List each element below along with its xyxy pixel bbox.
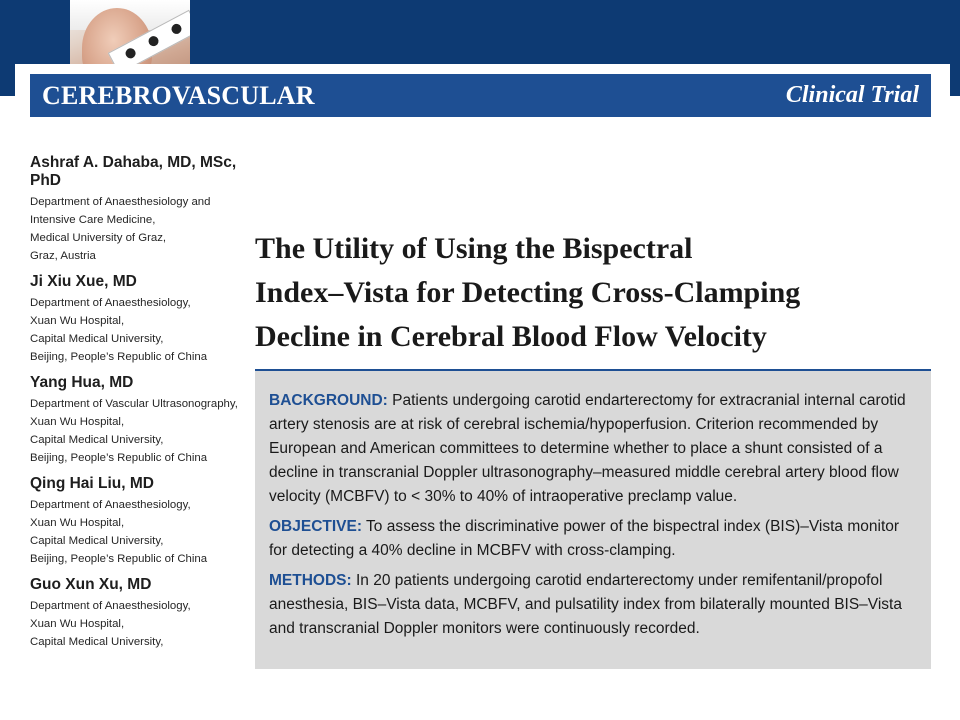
author-name: Qing Hai Liu, MD [30, 475, 154, 492]
sensor-electrode [147, 34, 161, 48]
sensor-electrode [170, 22, 184, 36]
section-banner [30, 74, 931, 117]
affiliation-line: Beijing, People’s Republic of China [30, 351, 208, 363]
author-entry [30, 475, 258, 568]
affiliation-line: Capital Medical University, [30, 333, 164, 345]
affiliation-line: Capital Medical University, [30, 535, 164, 547]
article-title [255, 227, 925, 359]
affiliation-line: Intensive Care Medicine, [30, 214, 156, 226]
author-name: Ashraf A. Dahaba, MD, MSc, PhD [30, 154, 237, 189]
section-title: CEREBROVASCULAR [42, 81, 315, 110]
affiliation-line: Xuan Wu Hospital, [30, 315, 125, 327]
author-entry [30, 154, 258, 265]
affiliation-line: Department of Vascular Ultrasonography, [30, 398, 238, 410]
methods-text: In 20 patients undergoing carotid endarterectomy under remifentanil/propofol anesthesia, BIS–Vista data, MCBFV, and pulsatility index from bilaterally mounted BIS–Vista and transcranial Doppler monitors were continuously recorded. [269, 572, 902, 637]
sensor-electrode [124, 47, 138, 61]
affiliation-line: Department of Anaesthesiology, [30, 600, 191, 612]
article-page [15, 64, 950, 720]
affiliation-line: Medical University of Graz, [30, 232, 167, 244]
objective-label: OBJECTIVE: [269, 518, 363, 535]
title-line: Index–Vista for Detecting Cross-Clamping [255, 276, 801, 309]
affiliation-line: Capital Medical University, [30, 636, 164, 648]
author-entry [30, 374, 258, 467]
affiliation-line: Department of Anaesthesiology, [30, 499, 191, 511]
author-entry [30, 576, 258, 651]
affiliation-line: Xuan Wu Hospital, [30, 517, 125, 529]
author-name: Yang Hua, MD [30, 374, 134, 391]
title-line: The Utility of Using the Bispectral [255, 232, 693, 265]
title-line: Decline in Cerebral Blood Flow Velocity [255, 320, 767, 353]
methods-label: METHODS: [269, 572, 352, 589]
affiliation-line: Beijing, People’s Republic of China [30, 553, 208, 565]
abstract-box [255, 369, 931, 669]
abstract-objective [269, 515, 919, 563]
affiliation-line: Department of Anaesthesiology and [30, 196, 211, 208]
background-text: Patients undergoing carotid endarterectomy for extracranial internal carotid artery stenosis are at risk of cerebral ischemia/hypoperfusion. Criterion recommended by European and American committees to determine whether to place a shunt consisted of a decline in transcranial Doppler ultrasonography–measured middle cerebral artery blood flow velocity (MCBFV) to < 30% to 40% of intraoperative preclamp value. [269, 392, 906, 505]
affiliation-line: Graz, Austria [30, 250, 96, 262]
affiliation-line: Department of Anaesthesiology, [30, 297, 191, 309]
abstract-background [269, 389, 919, 509]
affiliation-line: Capital Medical University, [30, 434, 164, 446]
background-label: BACKGROUND: [269, 392, 388, 409]
affiliation-line: Beijing, People’s Republic of China [30, 452, 208, 464]
article-type: Clinical Trial [785, 82, 919, 108]
affiliation-line: Xuan Wu Hospital, [30, 416, 125, 428]
affiliation-line: Xuan Wu Hospital, [30, 618, 125, 630]
abstract-methods [269, 569, 919, 641]
author-name: Guo Xun Xu, MD [30, 576, 152, 593]
author-list [30, 154, 258, 659]
author-name: Ji Xiu Xue, MD [30, 273, 137, 290]
author-entry [30, 273, 258, 366]
objective-text: To assess the discriminative power of the bispectral index (BIS)–Vista monitor for detecting a 40% decline in MCBFV with cross-clamping. [269, 518, 900, 559]
